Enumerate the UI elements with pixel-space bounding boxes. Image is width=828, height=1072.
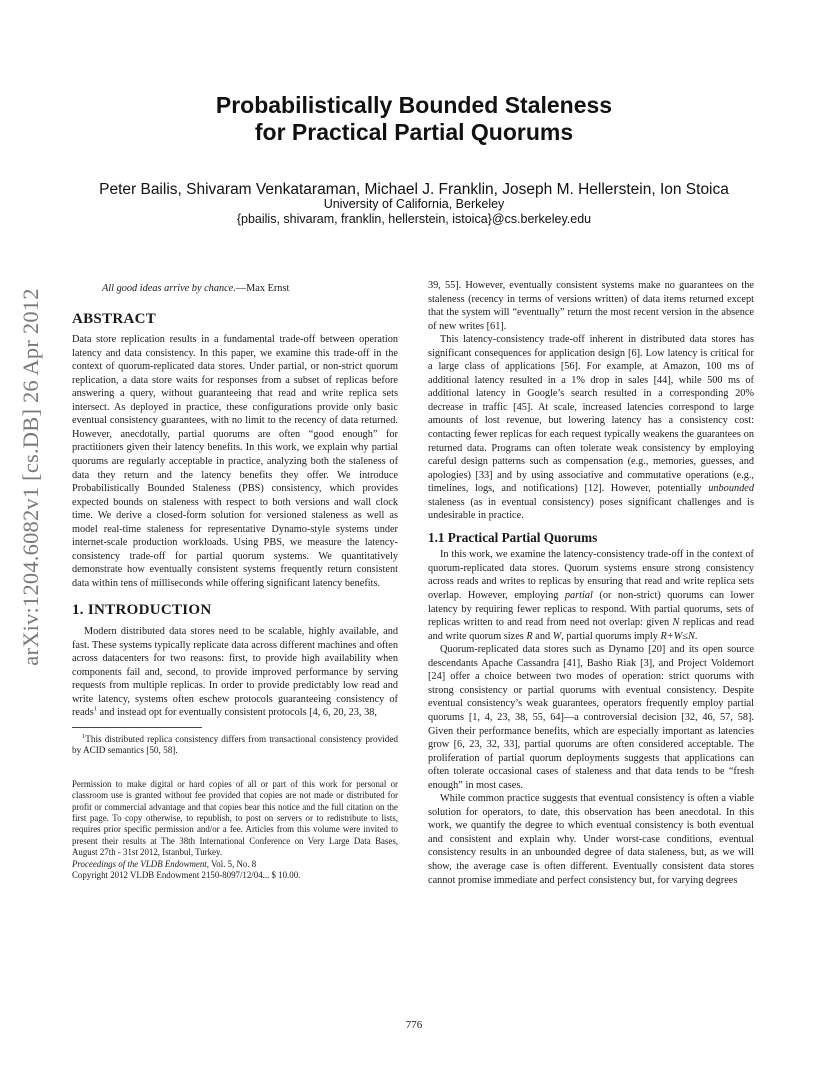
right-paragraph-2 — [428, 333, 754, 523]
abstract-text: Data store replication results in a fundamental trade-off between operation latency and data consistency. In this paper, we examine this trade-off in the context of quorum-replicated data stores. Under partial, or non-strict quorum replication, a data store waits for responses from a subset of replicas before answering a query, without guaranteeing that read and write replica sets intersect. As deployed in practice, these configurations provide only basic eventual consistency guarantees, with no limit to the recency of data returned. However, anecdotally, partial quorums are often “good enough” for practitioners given their latency benefits. In this work, we explain why partial quorums are regularly acceptable in practice, analyzing both the staleness of data they return and the latency benefits they offer. We introduce Probabilistically Bounded Staleness (PBS) consistency, which provides expected bounds on staleness with respect to both versions and wall clock time. We derive a closed-form solution for versioned staleness as well as model real-time staleness for representative Dynamo-style systems under internet-scale production workloads. Using PBS, we measure the latency-consistency trade-off for partial quorum systems. We quantitatively demonstrate how eventually consistent systems frequently return consistent data within tens of milliseconds while offering significant latency benefits. — [72, 334, 398, 589]
title-line-2: for Practical Partial Quorums — [254, 119, 574, 145]
math-W: W — [552, 630, 562, 642]
footnote-mark: 1 — [82, 732, 86, 740]
right-p3-emphasis: partial — [564, 590, 593, 602]
title-line-1: Probabilistically Bounded Staleness — [215, 92, 613, 118]
right-p3-text-c: replicas and read and write quorum sizes — [428, 617, 755, 642]
right-p3-text: In this work, we examine the latency-consistency trade-off in the context of quorum-replicated data stores. Quorum systems ensure strong consistency across reads and writes to replicas by ensuring that read and write replica sets overlap. However, employing — [428, 549, 754, 602]
math-R: R — [526, 630, 533, 642]
arxiv-stamp — [14, 288, 48, 666]
author-list: Peter Bailis, Shivaram Venkataraman, Michael J. Franklin, Joseph M. Hellerstein, Ion Stoica — [99, 181, 729, 198]
epigraph — [72, 282, 398, 296]
copyright-line: Copyright 2012 VLDB Endowment 2150-8097/12/04... $ 10.00. — [72, 870, 301, 881]
left-column — [72, 282, 398, 882]
footnote — [72, 734, 398, 757]
permission-notice — [72, 779, 398, 882]
arxiv-stamp-text: arXiv:1204.6082v1 [cs.DB] 26 Apr 2012 — [18, 288, 43, 666]
right-paragraph-1: 39, 55]. However, eventually consistent systems make no guarantees on the staleness (recency in terms of versions written) of data items returned except that the system will “eventually” return the most recent version in the absence of new writes [61]. — [428, 280, 754, 332]
affiliation-block — [0, 197, 828, 227]
proceedings-volume: Vol. 5, No. 8 — [208, 858, 257, 869]
intro-text-cont: and instead opt for eventually consistent protocols [4, 6, 20, 23, 38, — [96, 707, 377, 719]
epigraph-author: —Max Ernst — [235, 283, 290, 294]
right-p2-text: This latency-consistency trade-off inherent in distributed data stores has significant consequences for application design [6]. Low latency is critical for a large class of applications [56]. For example, at Amazon, 100 ms of additional latency resulted in a 1% drop in sales [44], while 500 ms of additional latency in Google’s search resulted in a corresponding 20% decrease in traffic [45]. At scale, increased latencies correspond to large amounts of lost revenue, but lowering latency has a consistency cost: contacting fewer replicas for each request typically weakens the guarantees on returned data. Programs can often tolerate weak consistency by employing careful design patterns such as compensation (e.g., memories, guesses, and apologies) [33] and by using associative and commutative operations (e.g., timelines, logs, and notifications) [12]. However, potentially — [428, 334, 754, 495]
math-N: N — [672, 617, 680, 629]
paper-title — [0, 92, 828, 146]
right-column — [428, 279, 754, 887]
author-emails: {pbailis, shivaram, franklin, hellerstein, istoica}@cs.berkeley.edu — [236, 212, 592, 226]
right-p3-text-d: and — [532, 630, 553, 642]
intro-paragraph — [72, 625, 398, 720]
subsection-heading: 1.1 Practical Partial Quorums — [428, 529, 598, 545]
page-number: 776 — [405, 1019, 423, 1031]
epigraph-quote: All good ideas arrive by chance. — [102, 283, 236, 294]
right-p3-text-b: (or non-strict) quorums can lower latency by requiring fewer replicas to respond. With partial quorums, sets of replicas written to and read from need not overlap: given — [428, 590, 754, 629]
right-paragraph-5: While common practice suggests that eventual consistency is often a viable solution for operators, to date, this observation has been anecdotal. In this work, we quantify the degree to which eventual consistency is both eventual and consistent and explain why. Under worst-case conditions, eventual consistency results in an unbounded degree of data staleness, but, as we will show, the average case is often different. Eventually consistent data stores cannot promise immediate and perfect consistency but, for varying degrees — [428, 793, 754, 886]
right-paragraph-4: Quorum-replicated data stores such as Dynamo [20] and its open source descendants Apache Cassandra [41], Basho Riak [3], and Project Voldemort [24] offer a choice between two modes of operation: strict quorums with strong consistency or partial quorums with eventual consistency. Despite eventual consistency’s weak guarantees, operators frequently employ partial quorums [1, 4, 23, 38, 55, 64]—a controversial decision [32, 46, 57, 58]. Given their performance benefits, which are especially important as latencies grow [6, 23, 32, 33], partial quorums are often considered acceptable. The proliferation of partial quorum deployments suggests that applications can often tolerate occasional cases of staleness and that data tends to be “fresh enough” in most cases. — [428, 644, 754, 791]
affiliation: University of California, Berkeley — [323, 197, 505, 211]
right-p2-emphasis: unbounded — [708, 483, 754, 495]
introduction-heading: 1. INTRODUCTION — [72, 602, 212, 619]
right-p2-text-cont: staleness (as in eventual consistency) poses significant challenges and is undesirable in practice. — [428, 496, 754, 522]
proceedings-title: Proceedings of the VLDB Endowment, — [72, 858, 209, 869]
right-p3-text-f: . — [694, 630, 698, 642]
footnote-ref[interactable]: 1 — [93, 705, 97, 713]
right-paragraph-3 — [428, 548, 754, 643]
right-p3-text-e: , partial quorums imply — [561, 630, 661, 642]
permission-text: Permission to make digital or hard copies of all or part of this work for personal or classroom use is granted without fee provided that copies are not made or distributed for profit or commercial advantage and that copies bear this notice and the full citation on the first page. To copy otherwise, to republish, to post on servers or to redistribute to lists, requires prior specific permission and/or a fee. Articles from this volume were invited to present their results at The 38th International Conference on Very Large Data Bases, August 27th - 31st 2012, Istanbul, Turkey. — [72, 778, 398, 858]
intro-text: Modern distributed data stores need to be scalable, highly available, and fast. These systems typically replicate data across different machines and often across datacenters for two reasons: first, to provide high availability when components fail and, second, to provide improved performance by serving requests from multiple replicas. In order to provide predictably low read and write latency, systems often eschew protocols guaranteeing consistency of reads — [72, 626, 398, 719]
abstract-heading: ABSTRACT — [72, 310, 157, 327]
footnote-text: This distributed replica consistency differs from transactional consistency provided by ACID semantics [50, 58]. — [72, 733, 398, 756]
footnote-rule — [72, 727, 202, 728]
math-inequality: R+W≤N — [660, 630, 695, 642]
